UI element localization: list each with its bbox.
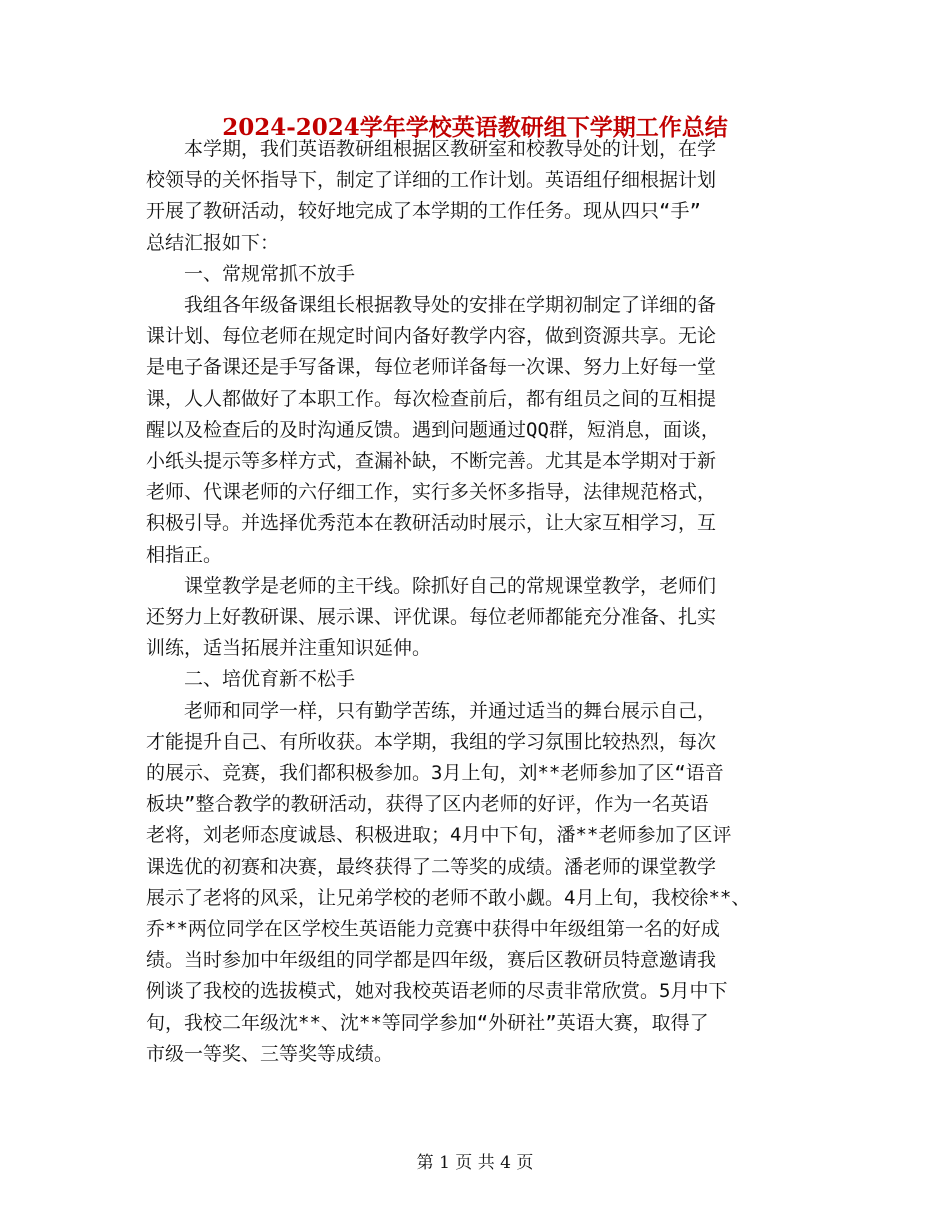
- body-line: 展示了老将的风采，让兄弟学校的老师不敢小觑。4月上旬，我校徐**、: [146, 886, 751, 909]
- body-line: 乔**两位同学在区学校生英语能力竞赛中获得中年级组第一名的好成: [146, 918, 720, 940]
- document-title: 2024-2024学年学校英语教研组下学期工作总结: [222, 114, 728, 141]
- body-line: 课堂教学是老师的主干线。除抓好自己的常规课堂教学，老师们: [146, 574, 717, 597]
- page-footer: 第 1 页 共 4 页: [416, 1153, 534, 1173]
- body-line: 二、培优育新不松手: [146, 668, 356, 691]
- body-line: 相指正。: [146, 543, 223, 566]
- body-line: 本学期，我们英语教研组根据区教研室和校教导处的计划，在学: [146, 138, 717, 160]
- body-line: 课计划、每位老师在规定时间内备好教学内容，做到资源共享。无论: [146, 325, 717, 348]
- body-line: 课选优的初赛和决赛，最终获得了二等奖的成绩。潘老师的课堂教学: [146, 855, 717, 878]
- body-line: 绩。当时参加中年级组的同学都是四年级，赛后区教研员特意邀请我: [146, 949, 717, 972]
- body-line: 总结汇报如下：: [146, 231, 280, 254]
- body-line: 还努力上好教研课、展示课、评优课。每位老师都能充分准备、扎实: [146, 606, 717, 628]
- body-line: 校领导的关怀指导下，制定了详细的工作计划。英语组仔细根据计划: [146, 169, 717, 192]
- body-line: 小纸头提示等多样方式，查漏补缺，不断完善。尤其是本学期对于新: [146, 450, 717, 472]
- body-line: 一、常规常抓不放手: [146, 262, 356, 285]
- body-line: 积极引导。并选择优秀范本在教研活动时展示，让大家互相学习，互: [146, 512, 717, 535]
- body-line: 老师和同学一样，只有勤学苦练，并通过适当的舞台展示自己，: [146, 699, 717, 722]
- body-line: 课，人人都做好了本职工作。每次检查前后，都有组员之间的互相提: [146, 387, 717, 410]
- body-line: 老师、代课老师的六仔细工作，实行多关怀多指导，法律规范格式，: [146, 481, 717, 504]
- body-line: 的展示、竞赛，我们都积极参加。3月上旬，刘**老师参加了区“语音: [146, 762, 724, 784]
- body-line: 我组各年级备课组长根据教导处的安排在学期初制定了详细的备: [146, 294, 717, 316]
- body-line: 醒以及检查后的及时沟通反馈。遇到问题通过QQ群，短消息，面谈，: [146, 418, 720, 441]
- body-line: 训练，适当拓展并注重知识延伸。: [146, 637, 432, 660]
- body-line: 老将，刘老师态度诚恳、积极进取；4月中下旬，潘**老师参加了区评: [146, 824, 732, 847]
- body-line: 才能提升自己、有所收获。本学期，我组的学习氛围比较热烈，每次: [146, 730, 717, 753]
- body-line: 旬，我校二年级沈**、沈**等同学参加“外研社”英语大赛，取得了: [146, 1011, 709, 1034]
- body-line: 例谈了我校的选拔模式，她对我校英语老师的尽责非常欣赏。5月中下: [146, 980, 728, 1003]
- body-line: 开展了教研活动，较好地完成了本学期的工作任务。现从四只“手”: [146, 200, 701, 223]
- body-line: 市级一等奖、三等奖等成绩。: [146, 1042, 394, 1065]
- body-line: 是电子备课还是手写备课，每位老师详备每一次课、努力上好每一堂: [146, 356, 717, 379]
- body-line: 板块”整合教学的教研活动，获得了区内老师的好评，作为一名英语: [146, 793, 709, 816]
